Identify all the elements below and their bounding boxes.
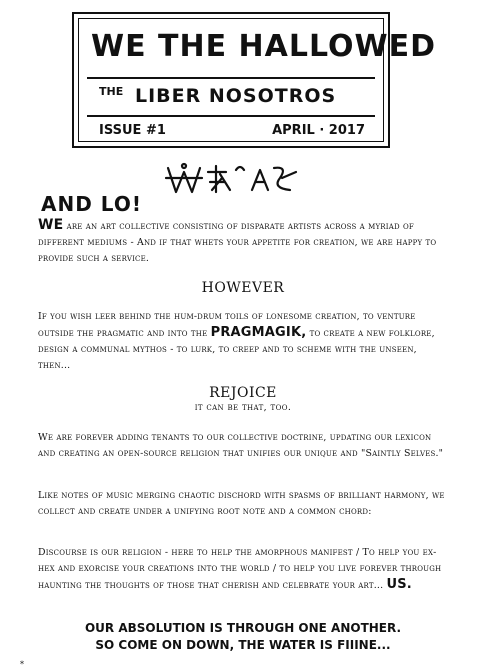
divider [87, 77, 375, 79]
publication-title: WE THE HALLOWED [91, 29, 437, 64]
closing-line-2: SO COME ON DOWN, THE WATER IS FIIINE... [95, 638, 391, 652]
however-text-before: If you wish leer behind the hum-drum toils of lonesome creation, to venture outside the pragmatic and into the [38, 311, 416, 339]
issue-number: ISSUE #1 [99, 123, 166, 138]
however-heading: HOWEVER [201, 280, 285, 296]
however-text-after: to create a new folklore, design a communal mythos - to lurk, to creep and to scheme with the unseen, then... [38, 328, 435, 371]
issue-date: APRIL · 2017 [272, 123, 365, 138]
rejoice-heading: REJOICE [209, 385, 277, 401]
us-word: US. [386, 577, 412, 592]
masthead-inner-border [78, 18, 437, 142]
rejoice-subheading: it can be that, too. [194, 402, 292, 413]
music-paragraph: Like notes of music merging chaotic dischord with spasms of brilliant harmony, we collect and create under a unifying root note and a common chord: [38, 490, 445, 517]
discourse-paragraph [38, 545, 448, 594]
publication-subtitle: LIBER NOSOTROS [135, 85, 337, 107]
divider [87, 115, 375, 117]
intro-lead-word: WE [38, 217, 64, 233]
closing-line-1: OUR ABSOLUTION IS THROUGH ONE ANOTHER. [84, 621, 402, 635]
intro-paragraph [38, 217, 448, 267]
tenants-paragraph: We are forever adding tenants to our collective doctrine, updating our lexicon and creating an open-source religion that unifies our unique and "Saintly Selves." [38, 432, 444, 459]
masthead [72, 12, 437, 148]
intro-exclamation: AND LO! [41, 192, 142, 216]
intro-text: are an art collective consisting of disparate artists across a myriad of different mediums - And if that whets your appetite for creation, we are happy to provide such a service. [38, 221, 437, 264]
however-paragraph [38, 309, 448, 374]
subtitle-article: THE [99, 85, 124, 98]
sigil-glyphs-icon [164, 162, 300, 196]
discourse-text: Discourse is our religion - here to help the amorphous manifest / To help you ex-hex and exorcise your creations into the world / to help you live forever through haunting the thoughts of those that cherish and celebrate your art... [38, 547, 442, 591]
pragmagik-word: PRAGMAGIK, [210, 325, 307, 340]
footnote-mark: * [20, 660, 24, 669]
